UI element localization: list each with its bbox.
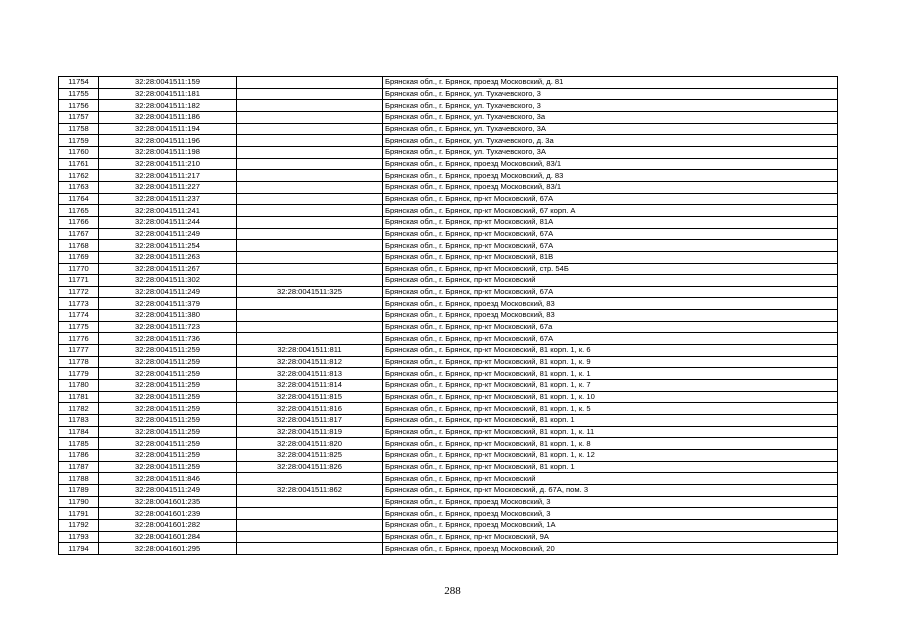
row-number-cell: 11755	[59, 88, 99, 100]
cadastral-number-cell: 32:28:0041511:259	[99, 380, 237, 392]
cadastral-number-cell: 32:28:0041511:259	[99, 438, 237, 450]
table-row	[59, 111, 838, 123]
row-number-cell: 11768	[59, 240, 99, 252]
cadastral-number-cell: 32:28:0041511:244	[99, 216, 237, 228]
sub-object-number-cell: 32:28:0041511:813	[237, 368, 383, 380]
sub-object-number-cell	[237, 111, 383, 123]
row-number-cell: 11754	[59, 77, 99, 89]
address-cell: Брянская обл., г. Брянск, ул. Тухачевского, д. 3а	[383, 135, 838, 147]
table-row	[59, 531, 838, 543]
cadastral-number-cell: 32:28:0041511:846	[99, 473, 237, 485]
cadastral-number-cell: 32:28:0041511:259	[99, 356, 237, 368]
table-row	[59, 426, 838, 438]
sub-object-number-cell	[237, 170, 383, 182]
cadastral-number-cell: 32:28:0041511:249	[99, 228, 237, 240]
table-row	[59, 181, 838, 193]
row-number-cell: 11794	[59, 543, 99, 555]
address-cell: Брянская обл., г. Брянск, пр-кт Московский, д. 67А, пом. 3	[383, 484, 838, 496]
row-number-cell: 11792	[59, 519, 99, 531]
sub-object-number-cell	[237, 193, 383, 205]
address-cell: Брянская обл., г. Брянск, пр-кт Московский, 67 корп. А	[383, 205, 838, 217]
cadastral-number-cell: 32:28:0041511:249	[99, 484, 237, 496]
row-number-cell: 11793	[59, 531, 99, 543]
cadastral-number-cell: 32:28:0041511:259	[99, 391, 237, 403]
address-cell: Брянская обл., г. Брянск, пр-кт Московский, 81 корп. 1, к. 5	[383, 403, 838, 415]
row-number-cell: 11773	[59, 298, 99, 310]
cadastral-number-cell: 32:28:0041601:282	[99, 519, 237, 531]
sub-object-number-cell	[237, 473, 383, 485]
sub-object-number-cell: 32:28:0041511:820	[237, 438, 383, 450]
address-cell: Брянская обл., г. Брянск, пр-кт Московский, стр. 54Б	[383, 263, 838, 275]
sub-object-number-cell: 32:28:0041511:825	[237, 450, 383, 462]
sub-object-number-cell	[237, 298, 383, 310]
table-row	[59, 380, 838, 392]
row-number-cell: 11774	[59, 310, 99, 322]
table-row	[59, 100, 838, 112]
table-row	[59, 193, 838, 205]
address-cell: Брянская обл., г. Брянск, пр-кт Московский, 81 корп. 1, к. 7	[383, 380, 838, 392]
table-row	[59, 438, 838, 450]
cadastral-number-cell: 32:28:0041511:237	[99, 193, 237, 205]
sub-object-number-cell: 32:28:0041511:817	[237, 415, 383, 427]
sub-object-number-cell	[237, 240, 383, 252]
sub-object-number-cell	[237, 333, 383, 345]
address-cell: Брянская обл., г. Брянск, ул. Тухачевского, 3	[383, 100, 838, 112]
address-cell: Брянская обл., г. Брянск, ул. Тухачевского, 3А	[383, 123, 838, 135]
cadastral-number-cell: 32:28:0041511:210	[99, 158, 237, 170]
row-number-cell: 11757	[59, 111, 99, 123]
address-cell: Брянская обл., г. Брянск, пр-кт Московский, 81 корп. 1, к. 8	[383, 438, 838, 450]
cadastral-number-cell: 32:28:0041511:181	[99, 88, 237, 100]
table-row	[59, 519, 838, 531]
table-row	[59, 391, 838, 403]
address-cell: Брянская обл., г. Брянск, пр-кт Московский, 81 корп. 1, к. 12	[383, 450, 838, 462]
sub-object-number-cell: 32:28:0041511:814	[237, 380, 383, 392]
sub-object-number-cell	[237, 146, 383, 158]
row-number-cell: 11767	[59, 228, 99, 240]
address-cell: Брянская обл., г. Брянск, ул. Тухачевского, 3а	[383, 111, 838, 123]
address-cell: Брянская обл., г. Брянск, пр-кт Московский, 67А	[383, 193, 838, 205]
cadastral-number-cell: 32:28:0041601:295	[99, 543, 237, 555]
address-cell: Брянская обл., г. Брянск, пр-кт Московский, 81 корп. 1	[383, 461, 838, 473]
address-cell: Брянская обл., г. Брянск, ул. Тухачевского, 3	[383, 88, 838, 100]
address-cell: Брянская обл., г. Брянск, пр-кт Московский, 67А	[383, 228, 838, 240]
address-cell: Брянская обл., г. Брянск, проезд Московский, 83	[383, 298, 838, 310]
sub-object-number-cell	[237, 158, 383, 170]
row-number-cell: 11765	[59, 205, 99, 217]
cadastral-number-cell: 32:28:0041511:182	[99, 100, 237, 112]
table-row	[59, 356, 838, 368]
cadastral-number-cell: 32:28:0041511:196	[99, 135, 237, 147]
address-cell: Брянская обл., г. Брянск, пр-кт Московский, 67А	[383, 240, 838, 252]
row-number-cell: 11769	[59, 251, 99, 263]
cadastral-registry-table	[58, 76, 838, 555]
table-row	[59, 77, 838, 89]
address-cell: Брянская обл., г. Брянск, проезд Московский, 3	[383, 496, 838, 508]
cadastral-number-cell: 32:28:0041511:380	[99, 310, 237, 322]
row-number-cell: 11756	[59, 100, 99, 112]
row-number-cell: 11762	[59, 170, 99, 182]
sub-object-number-cell	[237, 216, 383, 228]
address-cell: Брянская обл., г. Брянск, пр-кт Московский, 81 корп. 1, к. 6	[383, 345, 838, 357]
cadastral-number-cell: 32:28:0041511:254	[99, 240, 237, 252]
cadastral-number-cell: 32:28:0041601:239	[99, 508, 237, 520]
table-row	[59, 461, 838, 473]
table-row	[59, 508, 838, 520]
address-cell: Брянская обл., г. Брянск, пр-кт Московский, 81 корп. 1, к. 9	[383, 356, 838, 368]
table-row	[59, 263, 838, 275]
table-row	[59, 450, 838, 462]
row-number-cell: 11787	[59, 461, 99, 473]
address-cell: Брянская обл., г. Брянск, пр-кт Московский, 67А	[383, 286, 838, 298]
sub-object-number-cell	[237, 275, 383, 287]
row-number-cell: 11759	[59, 135, 99, 147]
table-row	[59, 286, 838, 298]
cadastral-number-cell: 32:28:0041511:302	[99, 275, 237, 287]
table-row	[59, 146, 838, 158]
row-number-cell: 11781	[59, 391, 99, 403]
sub-object-number-cell	[237, 123, 383, 135]
cadastral-number-cell: 32:28:0041511:186	[99, 111, 237, 123]
sub-object-number-cell	[237, 263, 383, 275]
table-row	[59, 123, 838, 135]
sub-object-number-cell: 32:28:0041511:811	[237, 345, 383, 357]
row-number-cell: 11764	[59, 193, 99, 205]
table-row	[59, 135, 838, 147]
row-number-cell: 11775	[59, 321, 99, 333]
address-cell: Брянская обл., г. Брянск, пр-кт Московский, 81 корп. 1, к. 10	[383, 391, 838, 403]
row-number-cell: 11763	[59, 181, 99, 193]
cadastral-number-cell: 32:28:0041511:241	[99, 205, 237, 217]
address-cell: Брянская обл., г. Брянск, пр-кт Московский, 9А	[383, 531, 838, 543]
table-row	[59, 403, 838, 415]
address-cell: Брянская обл., г. Брянск, пр-кт Московский, 67а	[383, 321, 838, 333]
row-number-cell: 11786	[59, 450, 99, 462]
address-cell: Брянская обл., г. Брянск, проезд Московский, 83	[383, 310, 838, 322]
cadastral-number-cell: 32:28:0041511:259	[99, 450, 237, 462]
sub-object-number-cell	[237, 228, 383, 240]
row-number-cell: 11766	[59, 216, 99, 228]
sub-object-number-cell	[237, 251, 383, 263]
address-cell: Брянская обл., г. Брянск, пр-кт Московский, 81В	[383, 251, 838, 263]
cadastral-number-cell: 32:28:0041511:263	[99, 251, 237, 263]
sub-object-number-cell	[237, 519, 383, 531]
sub-object-number-cell	[237, 508, 383, 520]
cadastral-number-cell: 32:28:0041511:259	[99, 403, 237, 415]
sub-object-number-cell: 32:28:0041511:862	[237, 484, 383, 496]
sub-object-number-cell	[237, 531, 383, 543]
sub-object-number-cell	[237, 135, 383, 147]
row-number-cell: 11782	[59, 403, 99, 415]
table-row	[59, 205, 838, 217]
cadastral-number-cell: 32:28:0041601:235	[99, 496, 237, 508]
sub-object-number-cell: 32:28:0041511:816	[237, 403, 383, 415]
row-number-cell: 11777	[59, 345, 99, 357]
address-cell: Брянская обл., г. Брянск, проезд Московский, 83/1	[383, 158, 838, 170]
cadastral-number-cell: 32:28:0041511:259	[99, 415, 237, 427]
row-number-cell: 11780	[59, 380, 99, 392]
table-row	[59, 275, 838, 287]
sub-object-number-cell	[237, 77, 383, 89]
table-row	[59, 321, 838, 333]
address-cell: Брянская обл., г. Брянск, проезд Московский, д. 83	[383, 170, 838, 182]
sub-object-number-cell	[237, 181, 383, 193]
sub-object-number-cell: 32:28:0041511:819	[237, 426, 383, 438]
cadastral-number-cell: 32:28:0041511:723	[99, 321, 237, 333]
cadastral-number-cell: 32:28:0041511:249	[99, 286, 237, 298]
sub-object-number-cell	[237, 205, 383, 217]
address-cell: Брянская обл., г. Брянск, проезд Московский, д. 81	[383, 77, 838, 89]
cadastral-number-cell: 32:28:0041511:159	[99, 77, 237, 89]
sub-object-number-cell	[237, 100, 383, 112]
table-row	[59, 240, 838, 252]
page-number: 288	[444, 585, 461, 597]
sub-object-number-cell: 32:28:0041511:325	[237, 286, 383, 298]
cadastral-number-cell: 32:28:0041511:227	[99, 181, 237, 193]
table-row	[59, 216, 838, 228]
table-row	[59, 345, 838, 357]
row-number-cell: 11790	[59, 496, 99, 508]
table-row	[59, 473, 838, 485]
table-row	[59, 298, 838, 310]
sub-object-number-cell: 32:28:0041511:812	[237, 356, 383, 368]
sub-object-number-cell	[237, 88, 383, 100]
address-cell: Брянская обл., г. Брянск, пр-кт Московский, 81 корп. 1, к. 1	[383, 368, 838, 380]
address-cell: Брянская обл., г. Брянск, пр-кт Московский	[383, 473, 838, 485]
cadastral-number-cell: 32:28:0041511:194	[99, 123, 237, 135]
cadastral-number-cell: 32:28:0041511:379	[99, 298, 237, 310]
sub-object-number-cell	[237, 310, 383, 322]
address-cell: Брянская обл., г. Брянск, ул. Тухачевского, 3А	[383, 146, 838, 158]
row-number-cell: 11779	[59, 368, 99, 380]
table-row	[59, 543, 838, 555]
sub-object-number-cell: 32:28:0041511:826	[237, 461, 383, 473]
address-cell: Брянская обл., г. Брянск, пр-кт Московский, 81 корп. 1	[383, 415, 838, 427]
row-number-cell: 11785	[59, 438, 99, 450]
table-row	[59, 415, 838, 427]
row-number-cell: 11783	[59, 415, 99, 427]
table-row	[59, 251, 838, 263]
cadastral-number-cell: 32:28:0041511:259	[99, 368, 237, 380]
row-number-cell: 11791	[59, 508, 99, 520]
table-row	[59, 333, 838, 345]
sub-object-number-cell	[237, 496, 383, 508]
table-row	[59, 496, 838, 508]
address-cell: Брянская обл., г. Брянск, проезд Московский, 83/1	[383, 181, 838, 193]
table-row	[59, 88, 838, 100]
row-number-cell: 11760	[59, 146, 99, 158]
address-cell: Брянская обл., г. Брянск, проезд Московский, 20	[383, 543, 838, 555]
address-cell: Брянская обл., г. Брянск, пр-кт Московский	[383, 275, 838, 287]
row-number-cell: 11758	[59, 123, 99, 135]
address-cell: Брянская обл., г. Брянск, пр-кт Московский, 81 корп. 1, к. 11	[383, 426, 838, 438]
sub-object-number-cell	[237, 321, 383, 333]
address-cell: Брянская обл., г. Брянск, проезд Московский, 3	[383, 508, 838, 520]
row-number-cell: 11772	[59, 286, 99, 298]
row-number-cell: 11778	[59, 356, 99, 368]
table-row	[59, 228, 838, 240]
sub-object-number-cell: 32:28:0041511:815	[237, 391, 383, 403]
row-number-cell: 11761	[59, 158, 99, 170]
cadastral-number-cell: 32:28:0041511:259	[99, 345, 237, 357]
row-number-cell: 11771	[59, 275, 99, 287]
table-row	[59, 484, 838, 496]
table-row	[59, 170, 838, 182]
address-cell: Брянская обл., г. Брянск, пр-кт Московский, 67А	[383, 333, 838, 345]
row-number-cell: 11770	[59, 263, 99, 275]
cadastral-number-cell: 32:28:0041511:217	[99, 170, 237, 182]
cadastral-number-cell: 32:28:0041511:736	[99, 333, 237, 345]
address-cell: Брянская обл., г. Брянск, пр-кт Московский, 81А	[383, 216, 838, 228]
registry-table-body	[59, 77, 838, 555]
row-number-cell: 11789	[59, 484, 99, 496]
sub-object-number-cell	[237, 543, 383, 555]
table-row	[59, 368, 838, 380]
address-cell: Брянская обл., г. Брянск, проезд Московский, 1А	[383, 519, 838, 531]
cadastral-number-cell: 32:28:0041511:267	[99, 263, 237, 275]
row-number-cell: 11784	[59, 426, 99, 438]
cadastral-number-cell: 32:28:0041511:259	[99, 426, 237, 438]
cadastral-number-cell: 32:28:0041601:284	[99, 531, 237, 543]
cadastral-number-cell: 32:28:0041511:198	[99, 146, 237, 158]
table-row	[59, 158, 838, 170]
table-row	[59, 310, 838, 322]
cadastral-number-cell: 32:28:0041511:259	[99, 461, 237, 473]
row-number-cell: 11788	[59, 473, 99, 485]
row-number-cell: 11776	[59, 333, 99, 345]
